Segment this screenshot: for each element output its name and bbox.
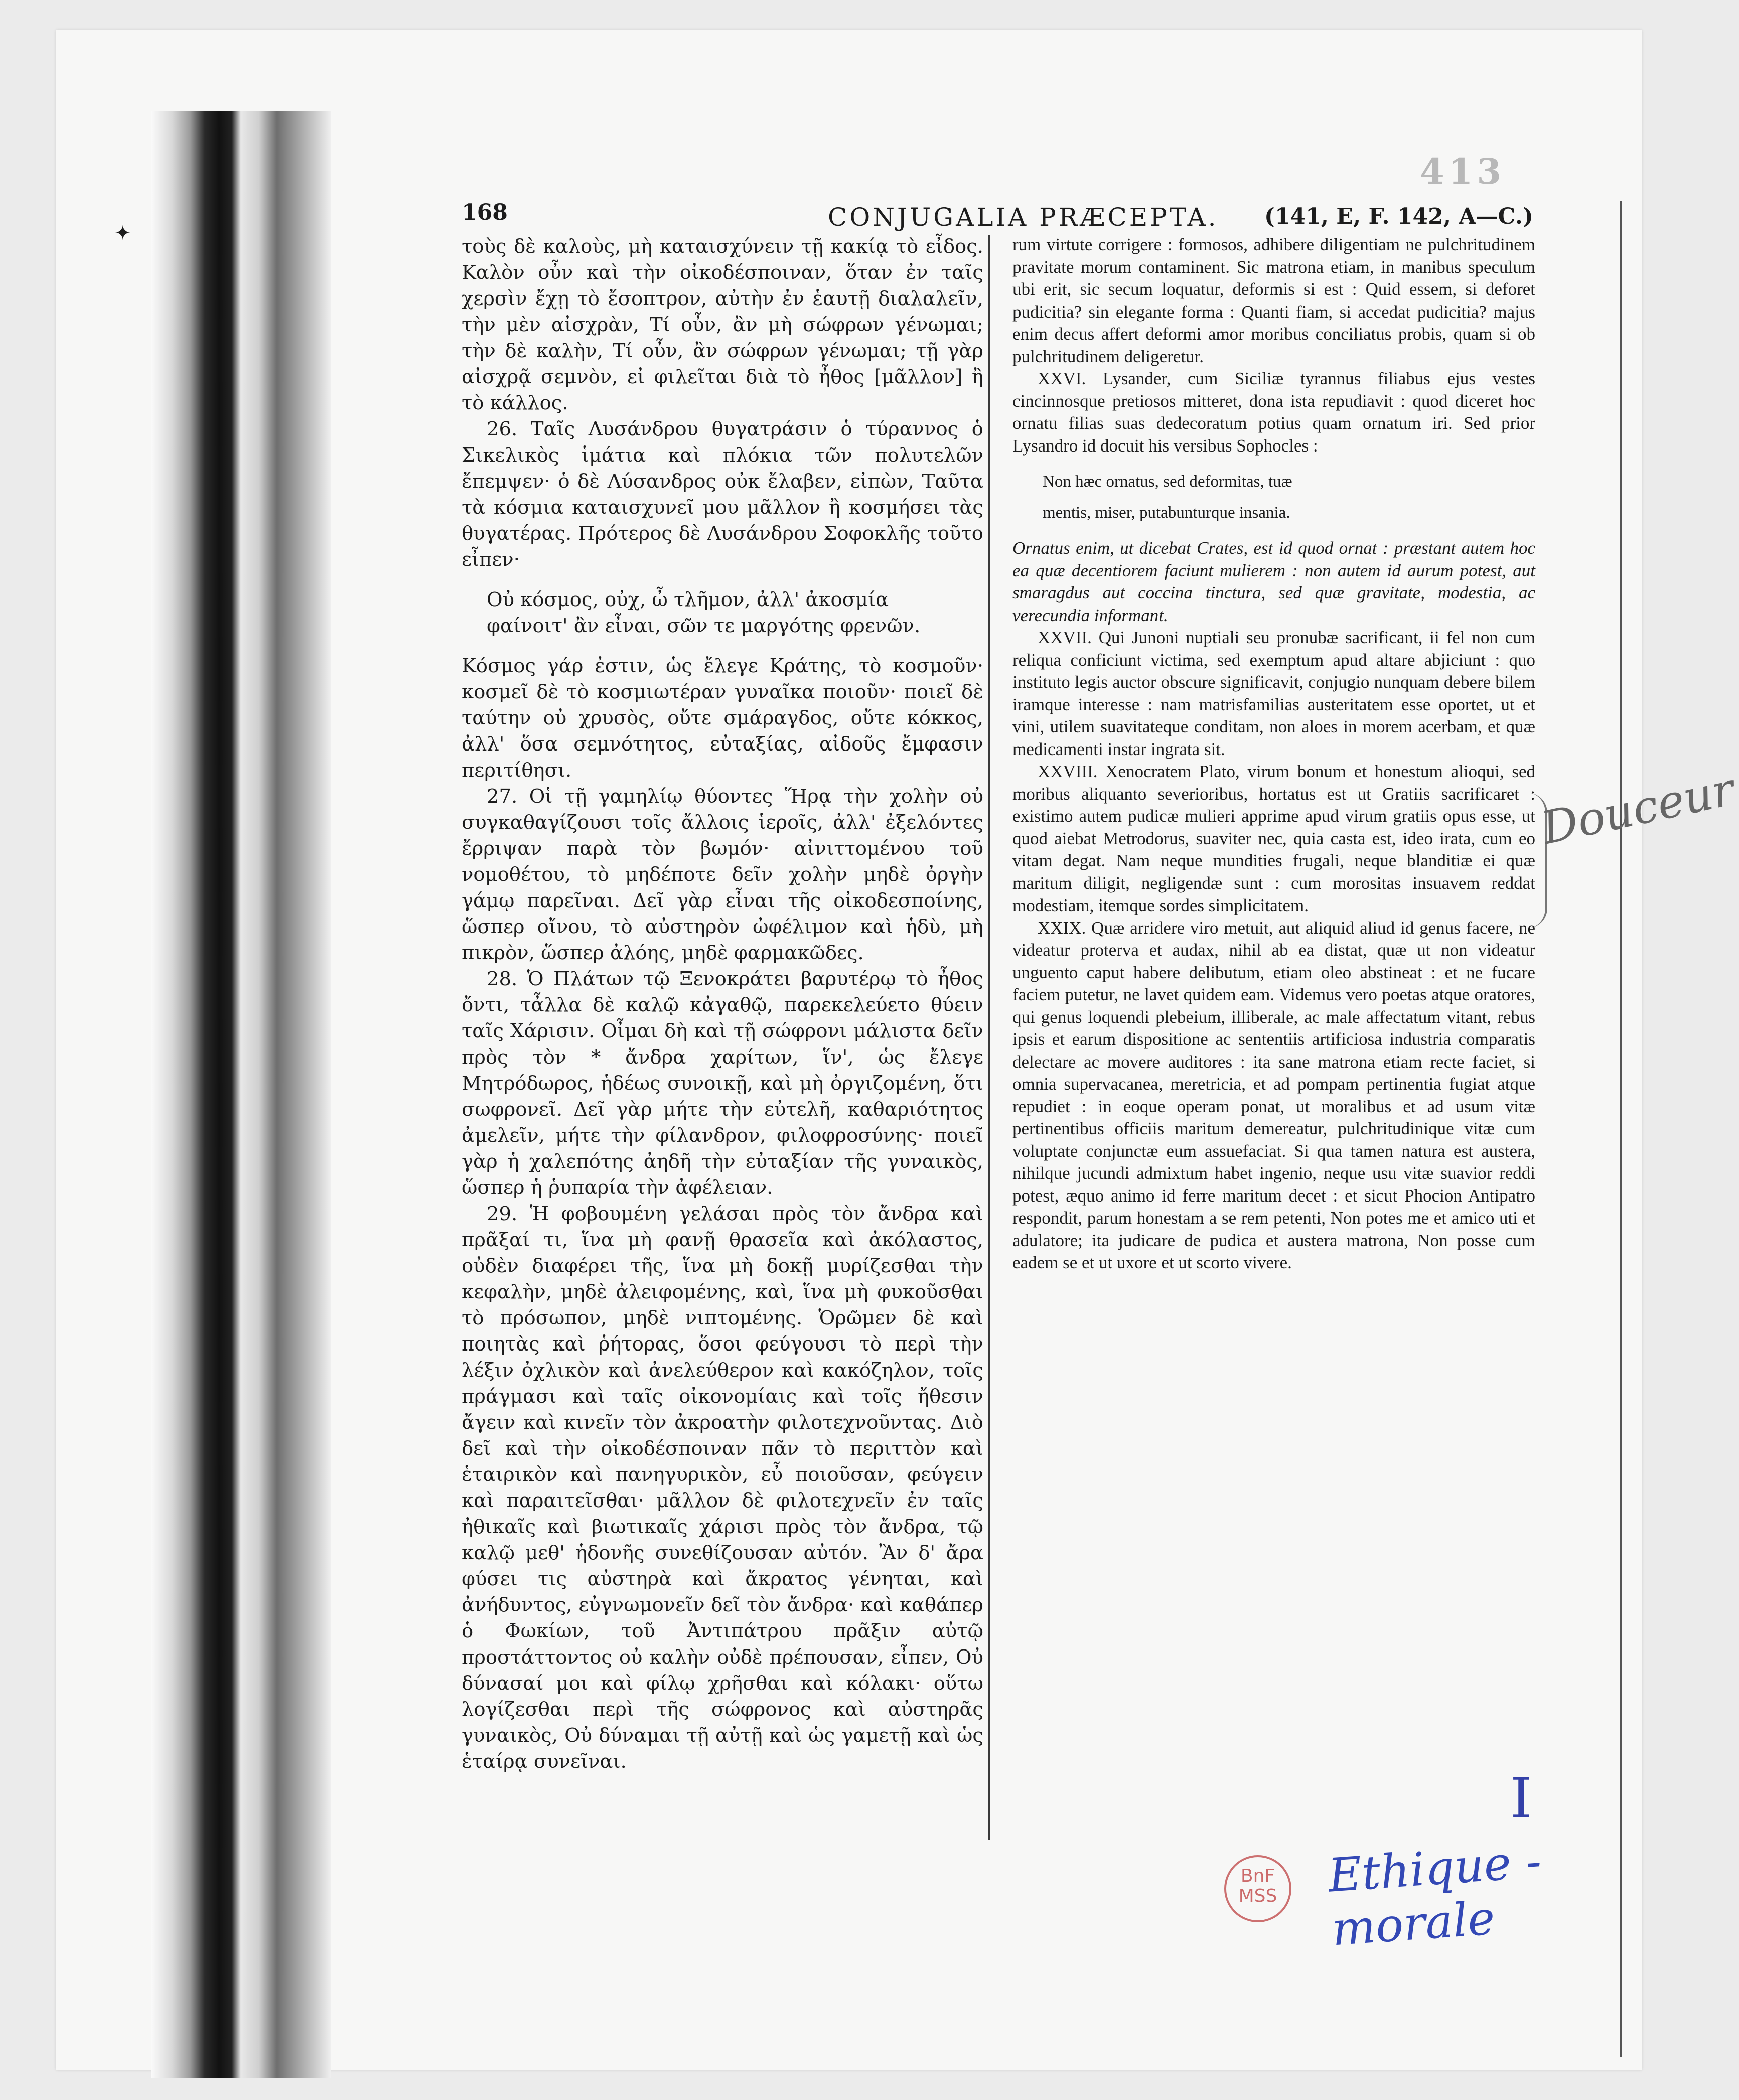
latin-verse-line: Non hæc ornatus, sed deformitas, tuæ: [1043, 473, 1292, 491]
latin-paragraph-27: XXVII. Qui Junoni nuptiali seu pronubæ sacrificant, ii fel non cum reliqua conficiunt victima, sed exemptum apud altare abjiciunt : quo instituto legis auctor obscure significavit, conjugio nunquam debere bilem iramque interesse : nam matrisfamilias austeritatem esse oportet, ut et vini, utilem suavitateque conditam, non aloes in morem acerbam, et quæ medicamenti instar ingrata sit.: [1012, 628, 1535, 759]
archive-number: 413: [1420, 151, 1506, 192]
margin-dot: ✦: [114, 222, 131, 245]
handwritten-numeral: I: [1510, 1766, 1532, 1830]
library-stamp: [1224, 1855, 1291, 1922]
handwritten-margin-note: Douceur: [1537, 763, 1739, 855]
greek-verse: [487, 587, 983, 639]
latin-paragraph-26: XXVI. Lysander, cum Siciliæ tyrannus filiabus ejus vestes cincinnosque pretiosos mitteret, dona ista repudiavit : quod diceret hoc ornatu filias suas dedecoratum potius quam ornatum iri. Sed prior Lysandro id docuit his versibus Sophocles :: [1012, 369, 1535, 456]
latin-paragraph-29: XXIX. Quæ arridere viro metuit, aut aliquid aliud id genus facere, ne videatur proterva et audax, nihil ab ea distat, quæ ut non videatur unguento caput habere delibutum, etiam oleo abstineat : et ne fucare faciem putetur, ne lavet quidem eam. Videmus vero poetas atque oratores, qui genus loquendi plebeium, illiberale, ac male affectatum vitant, rebus ipsis et earum dispositione ac sententiis artificiosa industria comparatis delectare ac movere auditores : ita sane matrona etiam recte faciet, si omnia supervacanea, meretricia, et ad pompam pertinentia fugiat atque repudiet : in eoque operam ponat, ut moralibus et ad usum vitæ pertinentibus officiis maritum demereatur, pulchritudinique vitæ cum voluptate conjunctæ eum assuefaciat. Si qua tamen natura est austera, nihilque jucundi admixtum habet ingenio, neque usu vitæ suavior reddi potest, æquo animo id ferre maritum decet : et sicut Phocion Antipatro respondit, parum honestam a se rem petenti, Non potes me et amico uti et adulatore; ita judicare de pudica et austera matrona, Non posse cum eadem se et ut uxore et ut scorto vivere.: [1012, 918, 1535, 1272]
scan-edge-shadow: [151, 111, 331, 2078]
greek-column: [462, 234, 983, 1775]
right-margin-rule: [1620, 201, 1622, 2057]
greek-paragraph-29: 29. Ἡ φοβουμένη γελάσαι πρὸς τὸν ἄνδρα καὶ πρᾶξαί τι, ἵνα μὴ φανῇ θρασεῖα καὶ ἀκόλαστος, οὐδὲν διαφέρει τῆς, ἵνα μὴ δοκῇ μυρίζεσθαι τὴν κεφαλὴν, μηδὲ ἀλειφομένης, καὶ, ἵνα μὴ φυκοῦσθαι τὸ πρόσωπον, μηδὲ νιπτομένης. Ὁρῶμεν δὲ καὶ ποιητὰς καὶ ῥήτορας, ὅσοι φεύγουσι τὸ περὶ τὴν λέξιν ὀχλικὸν καὶ ἀνελεύθερον καὶ κακόζηλον, τοῖς πράγμασι καὶ ταῖς οἰκονομίαις καὶ τοῖς ἤθεσιν ἄγειν καὶ κινεῖν τὸν ἀκροατὴν φιλοτεχνοῦντας. Διὸ δεῖ καὶ τὴν οἰκοδέσποιναν πᾶν τὸ περιττὸν καὶ ἑταιρικὸν καὶ πανηγυρικὸν, εὖ ποιοῦσαν, φεύγειν καὶ παραιτεῖσθαι· μᾶλλον δὲ φιλοτεχνεῖν ἐν ταῖς ἠθικαῖς καὶ βιωτικαῖς χάρισι πρὸς τὸν ἄνδρα, τῷ καλῷ μεθ' ἡδονῆς συνεθίζουσαν αὐτόν. Ἂν δ' ἄρα φύσει τις αὐστηρὰ καὶ ἄκρατος γένηται, καὶ ἀνήδυντος, εὐγνωμονεῖν δεῖ τὸν ἄνδρα· καὶ καθάπερ ὁ Φωκίων, τοῦ Ἀντιπάτρου πρᾶξιν αὐτῷ προστάττοντος οὐ καλὴν οὐδὲ πρέπουσαν, εἶπεν, Οὐ δύνασαί μοι καὶ φίλῳ χρῆσθαι καὶ κόλακι· οὕτω λογίζεσθαι περὶ τῆς σώφρονος καὶ αὐστηρᾶς γυναικὸς, Οὐ δύναμαι τῇ αὐτῇ καὶ ὡς γαμετῇ καὶ ὡς ἑταίρᾳ συνεῖναι.: [462, 1203, 983, 1773]
latin-paragraph-italic: Ornatus enim, ut dicebat Crates, est id quod ornat : præstant autem hoc ea quæ decentiorem faciunt mulierem : non autem id aurum potest, aut smaragdus aut coccina tinctura, sed quæ gravitate, modestia, ac verecundia informant.: [1012, 538, 1535, 625]
greek-paragraph-28: 28. Ὁ Πλάτων τῷ Ξενοκράτει βαρυτέρῳ τὸ ἦθος ὄντι, τἆλλα δὲ καλῷ κἀγαθῷ, παρεκελεύετο θύειν ταῖς Χάρισιν. Οἶμαι δὴ καὶ τῇ σώφρονι μάλιστα δεῖν πρὸς τὸν * ἄνδρα χαρίτων, ἵν', ὡς ἔλεγε Μητρόδωρος, ἡδέως συνοικῇ, καὶ μὴ ὀργιζομένη, ὅτι σωφρονεῖ. Δεῖ γὰρ μήτε τὴν εὐτελῆ, καθαριότητος ἀμελεῖν, μήτε τὴν φίλανδρον, φιλοφροσύνης· ποιεῖ γὰρ ἡ χαλεπότης ἀηδῆ τὴν εὐταξίαν τῆς γυναικὸς, ὥσπερ ἡ ῥυπαρία τὴν ἀφέλειαν.: [462, 968, 983, 1199]
running-title: CONJUGALIA PRÆCEPTA.: [828, 203, 1219, 232]
latin-paragraph: rum virtute corrigere : formosos, adhibere diligentiam ne pulchritudinem pravitate morum contaminent. Sic matrona etiam, in manibus speculum ubi erit, sic secum loquatur, deformis si est : Quid essem, si deforet pudicitia? sin elegante forma : Quanti fiam, si accedat pudicitia? majus enim decus affert deformi amor moribus conciliatus probis, quam si ob pulchritudinem deligeretur.: [1012, 235, 1535, 366]
greek-paragraph-27: 27. Οἱ τῇ γαμηλίῳ θύοντες Ἥρᾳ τὴν χολὴν οὐ συγκαθαγίζουσι τοῖς ἄλλοις ἱεροῖς, ἀλλ' ἐξελόντες ἔρριψαν παρὰ τὸν βωμόν· αἰνιττομένου τοῦ νομοθέτου, τὸ μηδέποτε δεῖν χολὴν μηδὲ ὀργὴν γάμῳ παρεῖναι. Δεῖ γὰρ εἶναι τῆς οἰκοδεσποίνης, ὥσπερ οἴνου, τὸ αὐστηρὸν ὠφέλιμον καὶ ἡδὺ, μὴ πικρὸν, ὥσπερ ἀλόης, μηδὲ φαρμακῶδες.: [462, 785, 983, 964]
latin-column: [1012, 234, 1535, 1274]
latin-verse-line: mentis, miser, putabunturque insania.: [1043, 504, 1290, 522]
latin-paragraph-28: XXVIII. Xenocratem Plato, virum bonum et honestum alioqui, sed moribus aliquanto severioribus, hortatus est ut Gratiis sacrificaret : existimo autem pudicæ mulieri apprime apud virum gratiis opus esse, ut quod aiebat Metrodorus, suaviter nec, quia casta est, ideo irata, cum eo vitam degat. Nam neque mundities frugali, neque blanditiæ ei quæ maritum diligit, negligendæ sunt : cum morositas insuavem reddat modestiam, itemque sordes simplicitatem.: [1012, 762, 1535, 915]
greek-paragraph: Κόσμος γάρ ἐστιν, ὡς ἔλεγε Κράτης, τὸ κοσμοῦν· κοσμεῖ δὲ τὸ κοσμιωτέραν γυναῖκα ποιοῦν· ποιεῖ δὲ ταύτην οὐ χρυσὸς, οὔτε σμάραγδος, οὔτε κόκκος, ἀλλ' ὅσα σεμνότητος, εὐταξίας, αἰδοῦς ἔμφασιν περιτίθησι.: [462, 655, 983, 782]
stamp-line: BnF: [1240, 1866, 1275, 1886]
greek-paragraph-26: 26. Ταῖς Λυσάνδρου θυγατράσιν ὁ τύραννος ὁ Σικελικὸς ἱμάτια καὶ πλόκια τῶν πολυτελῶν ἔπεμψεν· ὁ δὲ Λύσανδρος οὐκ ἔλαβεν, εἰπὼν, Ταῦτα τὰ κόσμια καταισχυνεῖ μου μᾶλλον ἢ κοσμήσει τὰς θυγατέρας. Πρότερος δὲ Λυσάνδρου Σοφοκλῆς τοῦτο εἶπεν·: [462, 418, 983, 571]
column-divider: [988, 235, 990, 1840]
greek-verse-line: φαίνοιτ' ἂν εἶναι, σῶν τε μαργότης φρενῶν.: [487, 615, 921, 637]
latin-verse: [1043, 466, 1535, 528]
page-number: 168: [462, 200, 508, 225]
greek-paragraph: τοὺς δὲ καλοὺς, μὴ καταισχύνειν τῇ κακίᾳ τὸ εἶδος. Καλὸν οὖν καὶ τὴν οἰκοδέσποιναν, ὅταν ἐν ταῖς χερσὶν ἔχῃ τὸ ἔσοπτρον, αὐτὴν ἐν ἑαυτῇ διαλαλεῖν, τὴν μὲν αἰσχρὰν, Τί οὖν, ἂν μὴ σώφρων γένωμαι; τὴν δὲ καλὴν, Τί οὖν, ἂν σώφρων γένωμαι; τῇ γὰρ αἰσχρᾷ σεμνὸν, εἰ φιλεῖται διὰ τὸ ἦθος [μᾶλλον] ἢ τὸ κάλλος.: [462, 235, 983, 414]
stamp-line: MSS: [1238, 1886, 1277, 1906]
section-reference: (141, E, F. 142, A—C.): [1264, 204, 1533, 229]
greek-verse-line: Οὐ κόσμος, οὐχ, ὦ τλῆμον, ἀλλ' ἀκοσμία: [487, 588, 889, 611]
handwritten-signature: Ethique - morale: [1326, 1834, 1543, 1957]
